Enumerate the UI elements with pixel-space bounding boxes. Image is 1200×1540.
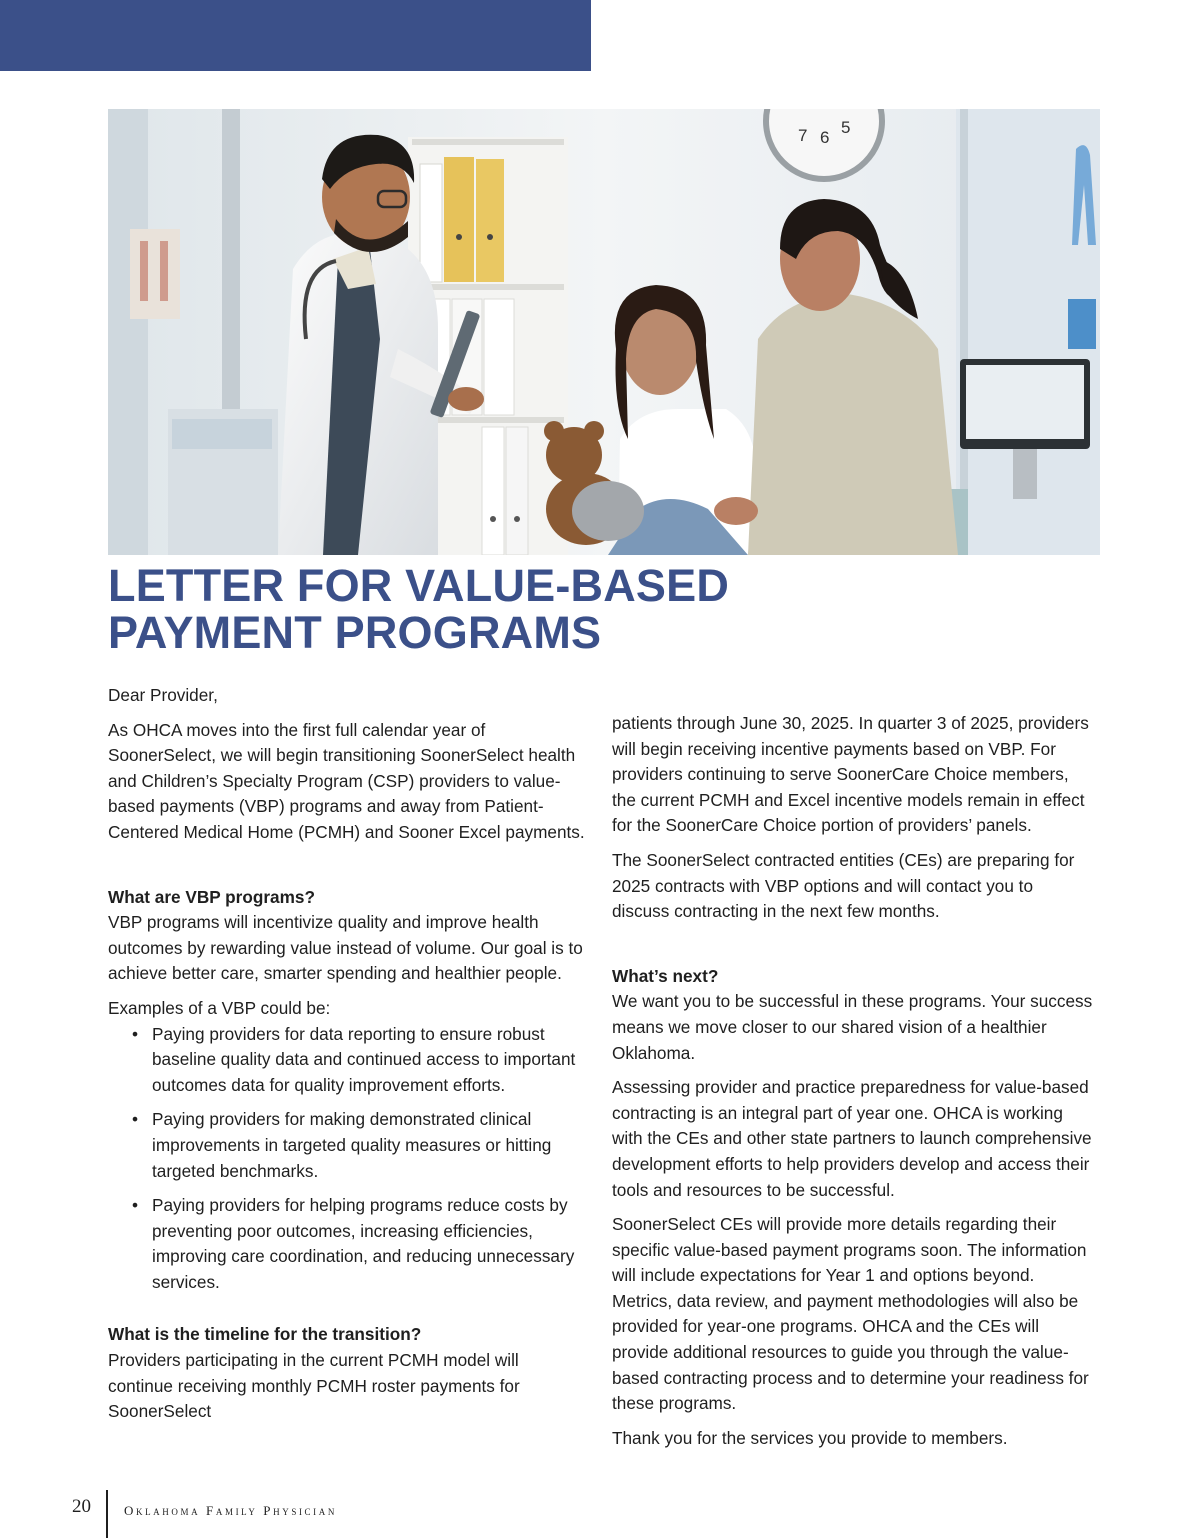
section-heading-timeline: What is the timeline for the transition? — [108, 1324, 422, 1345]
right-column — [612, 711, 1094, 1460]
clinic-photo — [108, 109, 1100, 555]
ces-paragraph: The SoonerSelect contracted entities (CEs) are preparing for 2025 contracts with VBP options and will contact you to discuss contracting in the next few months. — [612, 849, 1075, 922]
intro-paragraph: As OHCA moves into the first full calendar year of SoonerSelect, we will begin transitioning SoonerSelect health and Children’s Specialty Program (CSP) providers to value-based payments (VBP) programs and away from Patient-Centered Medical Home (PCMH) and Sooner Excel payments. — [108, 719, 585, 842]
list-item: • Paying providers for helping programs reduce costs by preventing poor outcomes, increasing efficiencies, improving care coordination, and reducing unnecessary services. — [132, 1195, 575, 1292]
examples-intro: Examples of a VBP could be: — [108, 997, 331, 1018]
header-color-bar — [0, 0, 591, 71]
left-column — [108, 683, 586, 1434]
assess-paragraph: Assessing provider and practice preparedness for value-based contracting is an integral part of year one. OHCA is working with the CEs and other state partners to launch comprehensive development efforts to help providers develop and access their tools and resources to be successful. — [612, 1077, 1092, 1200]
clock-numeral: 7 — [798, 126, 808, 145]
list-item: • Paying providers for making demonstrated clinical improvements in targeted quality measures or hitting targeted benchmarks. — [132, 1109, 552, 1181]
timeline-continuation: patients through June 30, 2025. In quarter 3 of 2025, providers will begin receiving incentive payments based on VBP. For providers continuing to serve SoonerCare Choice members, the current PCMH and Excel incentive models remain in effect for the SoonerCare Choice portion of providers’ panels. — [612, 713, 1089, 836]
salutation: Dear Provider, — [108, 685, 218, 705]
clock-numeral: 5 — [841, 118, 851, 137]
thanks-paragraph: Thank you for the services you provide to members. — [612, 1427, 1008, 1448]
page-number: 20 — [72, 1496, 91, 1517]
examples-list — [108, 1022, 586, 1296]
article-title — [108, 562, 729, 656]
bullet-icon: • — [132, 1023, 139, 1044]
clock-numeral: 6 — [820, 128, 830, 147]
list-item: • Paying providers for data reporting to ensure robust baseline quality data and continued access to important outcomes data for quality improvement efforts. — [132, 1023, 576, 1095]
details-paragraph: SoonerSelect CEs will provide more details regarding their specific value-based payment programs soon. The information will include expectations for Year 1 and options beyond. Metrics, data review, and payment methodologies will also be provided for year-one programs. OHCA and the CEs will provide additional resources to guide you through the value-based contracting process and to determine your readiness for these programs. — [612, 1214, 1089, 1414]
next-paragraph: We want you to be successful in these programs. Your success means we move closer to our shared vision of a healthier Oklahoma. — [612, 991, 1093, 1063]
section-heading-next: What’s next? — [612, 965, 719, 986]
timeline-paragraph: Providers participating in the current PCMH model will continue receiving monthly PCMH roster payments for SoonerSelect — [108, 1350, 520, 1422]
vbp-paragraph: VBP programs will incentivize quality and improve health outcomes by rewarding value instead of volume. Our goal is to achieve better care, smarter spending and healthier people. — [108, 912, 583, 984]
title-line-1: LETTER FOR VALUE-BASED — [108, 560, 730, 611]
bullet-icon: • — [132, 1195, 139, 1216]
bullet-icon: • — [132, 1109, 139, 1130]
section-heading-vbp: What are VBP programs? — [108, 886, 315, 907]
footer-divider — [106, 1490, 108, 1538]
magazine-name: Oklahoma Family Physician — [124, 1503, 337, 1518]
title-line-2: PAYMENT PROGRAMS — [108, 607, 602, 658]
